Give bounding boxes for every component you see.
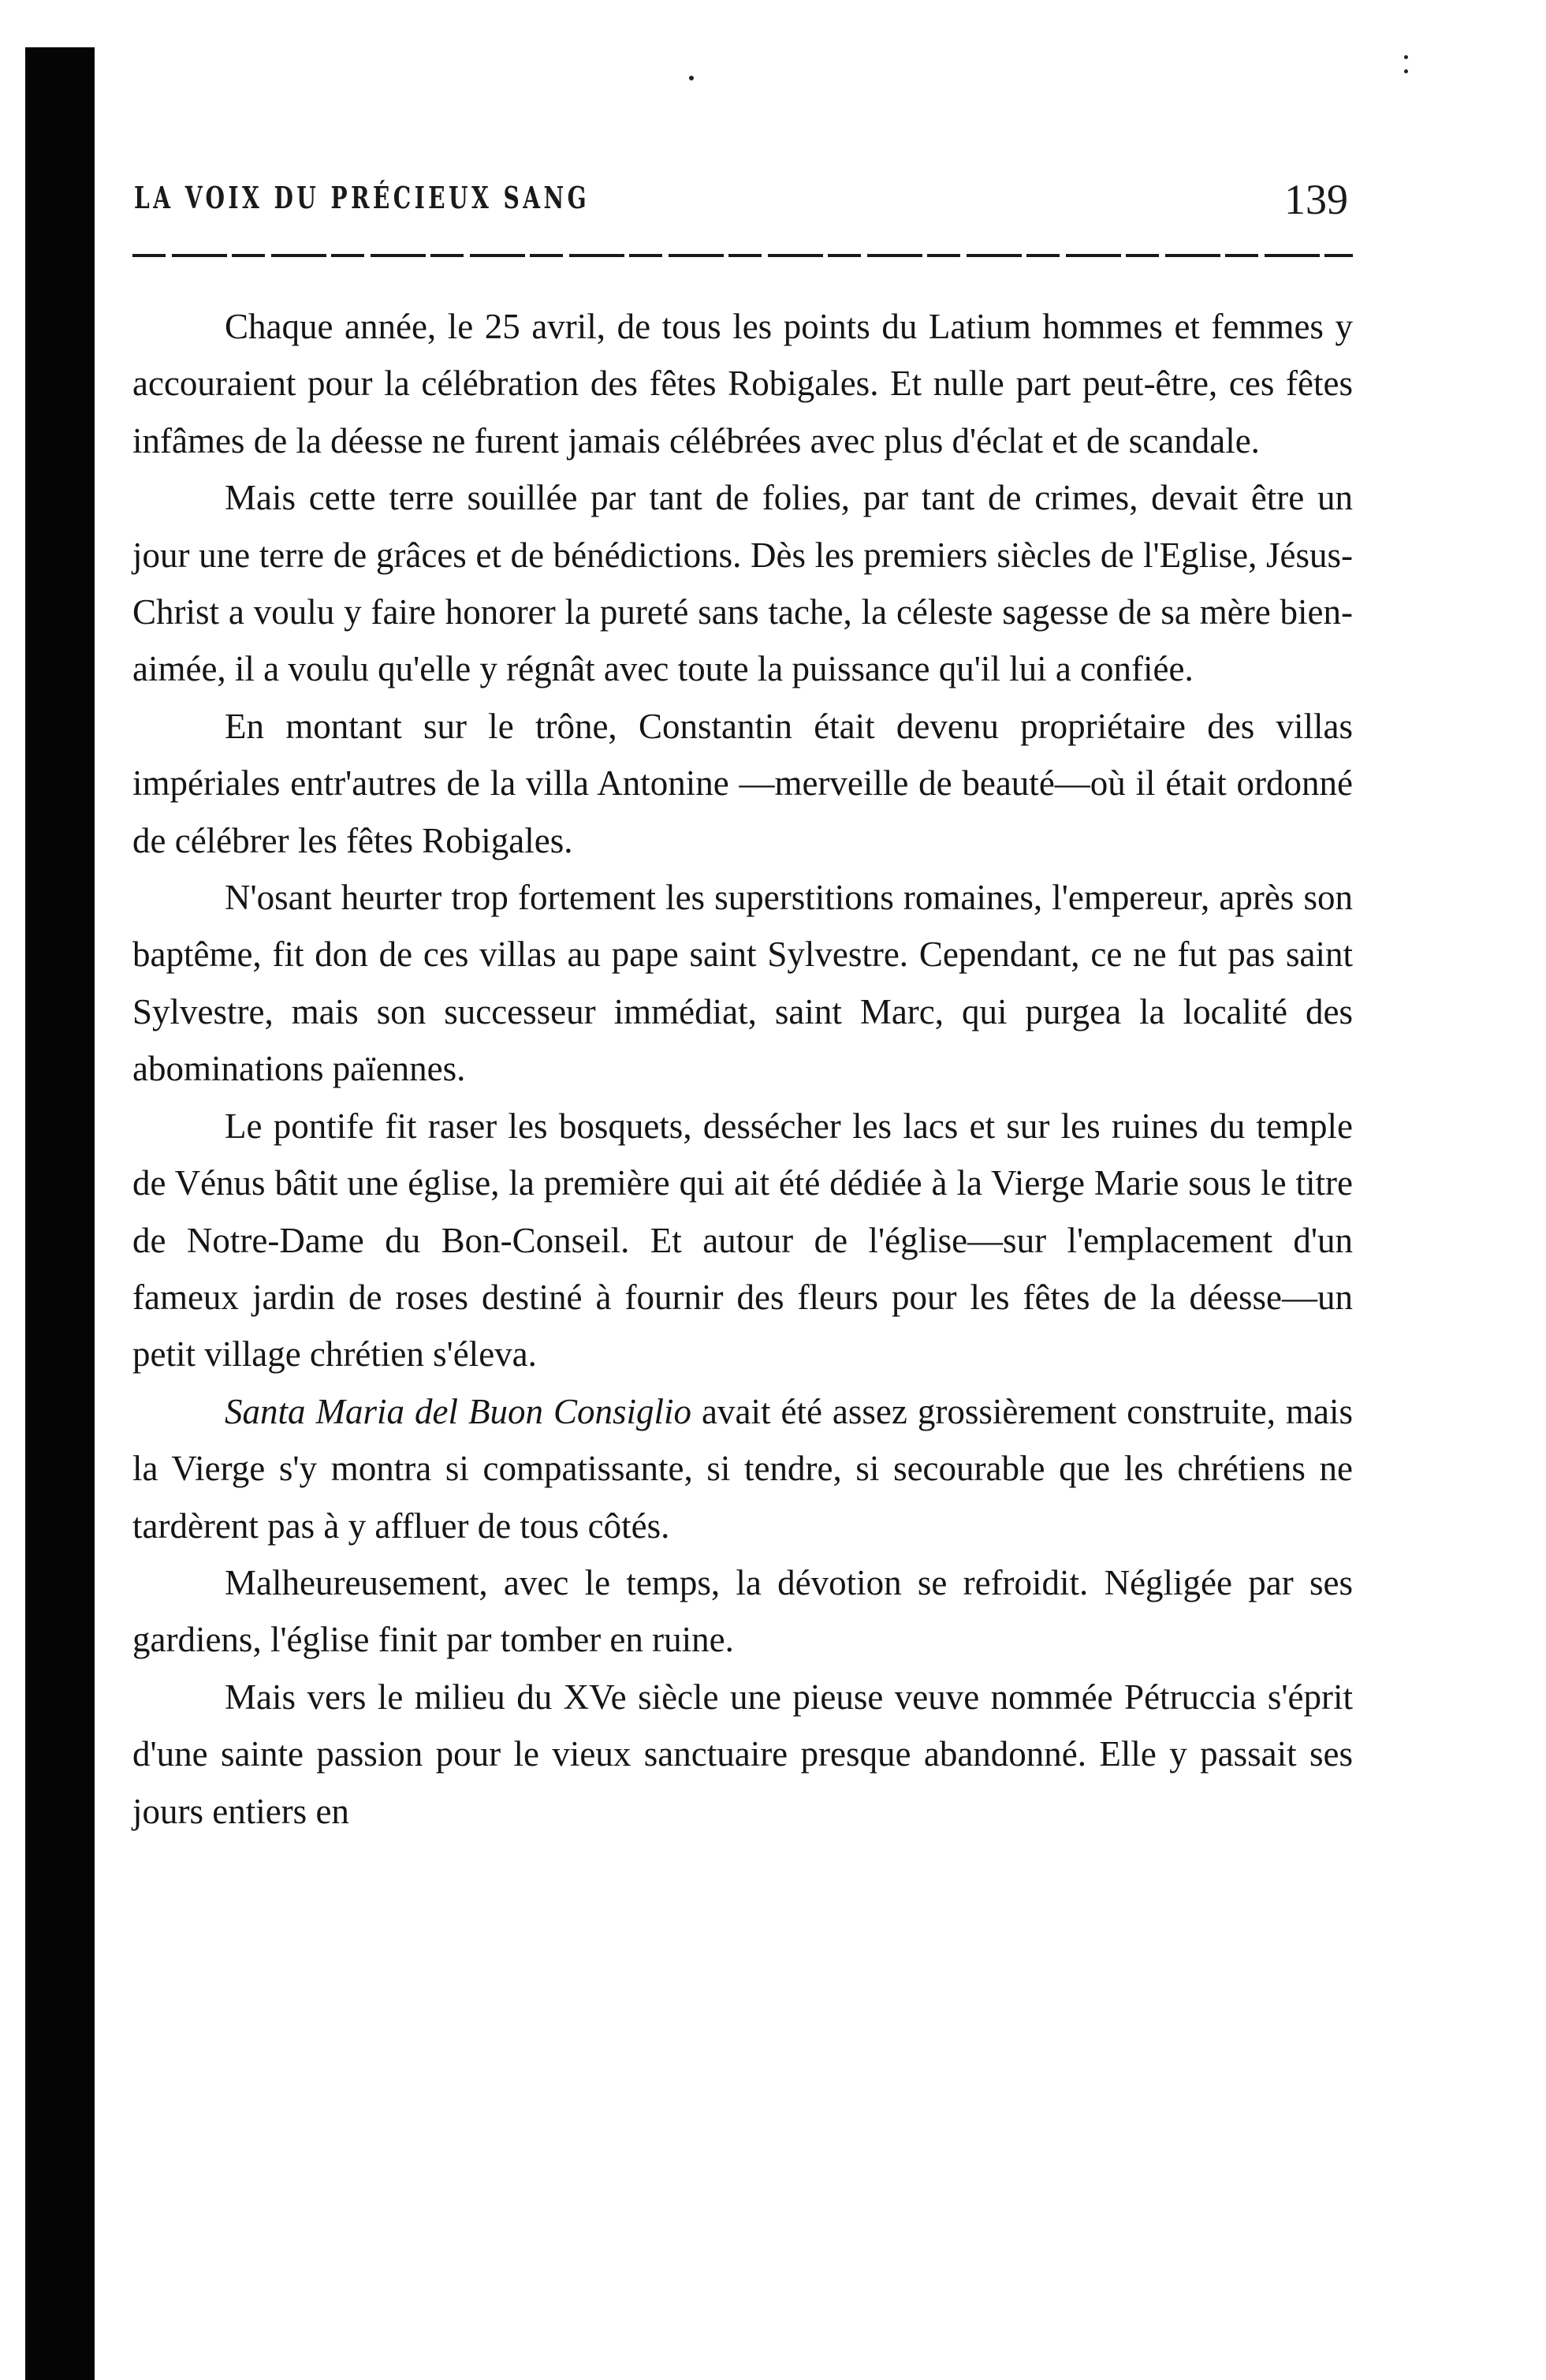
- paragraph: Le pontife fit raser les bosquets, dessécher les lacs et sur les ruines du temple de Vénus bâtit une église, la première qui ait été dédiée à la Vierge Marie sous le titre de Notre-Dame du Bon-Conseil. Et autour de l'église—sur l'emplacement d'un fameux jardin de roses destiné à fournir des fleurs pour les fêtes de la déesse—un petit village chrétien s'éleva.: [132, 1106, 1353, 1375]
- page-header: [134, 175, 1348, 230]
- body-text: [132, 298, 1353, 1840]
- paragraph: Mais vers le milieu du XVe siècle une pieuse veuve nommée Pétruccia s'éprit d'une sainte passion pour le vieux sanctuaire presque abandonné. Elle y passait ses jours entiers en: [132, 1677, 1353, 1831]
- print-speck: [689, 76, 694, 80]
- paragraph: [132, 1383, 1353, 1554]
- paragraph: N'osant heurter trop fortement les superstitions romaines, l'empereur, après son baptême, fit don de ces villas au pape saint Sylvestre. Cependant, ce ne fut pas saint Sylvestre, mais son successeur immédiat, saint Marc, qui purgea la localité des abominations païennes.: [132, 878, 1353, 1089]
- print-speck: [1404, 69, 1408, 73]
- paragraph: En montant sur le trône, Constantin était devenu propriétaire des villas impériales entr'autres de la villa Antonine —merveille de beauté—où il était ordonné de célébrer les fêtes Robigales.: [132, 706, 1353, 860]
- paragraph: Chaque année, le 25 avril, de tous les points du Latium hommes et femmes y accouraient pour la célébration des fêtes Robigales. Et nulle part peut-être, ces fêtes infâmes de la déesse ne furent jamais célébrées avec plus d'éclat et de scandale.: [132, 307, 1353, 461]
- page-number: 139: [1284, 176, 1348, 223]
- print-speck: [1404, 55, 1408, 59]
- paragraph-text: avait été assez grossièrement construite, mais la Vierge s'y montra si compatissante, si tendre, si secourable que les chrétiens ne tardèrent pas à y affluer de tous côtés.: [132, 1391, 1353, 1546]
- paragraph: Malheureusement, avec le temps, la dévotion se refroidit. Négligée par ses gardiens, l'église finit par tomber en ruine.: [132, 1562, 1353, 1660]
- paragraph: Mais cette terre souillée par tant de folies, par tant de crimes, devait être un jour une terre de grâces et de bénédictions. Dès les premiers siècles de l'Eglise, Jésus-Christ a voulu y faire honorer la pureté sans tache, la céleste sagesse de sa mère bien-aimée, il a voulu qu'elle y régnât avec toute la puissance qu'il lui a confiée.: [132, 478, 1353, 689]
- header-rule: [132, 254, 1353, 257]
- running-title: LA VOIX DU PRÉCIEUX SANG: [134, 180, 590, 215]
- italic-church-name: Santa Maria del Buon Consiglio: [225, 1391, 692, 1431]
- page-binding-shadow: [25, 47, 95, 2380]
